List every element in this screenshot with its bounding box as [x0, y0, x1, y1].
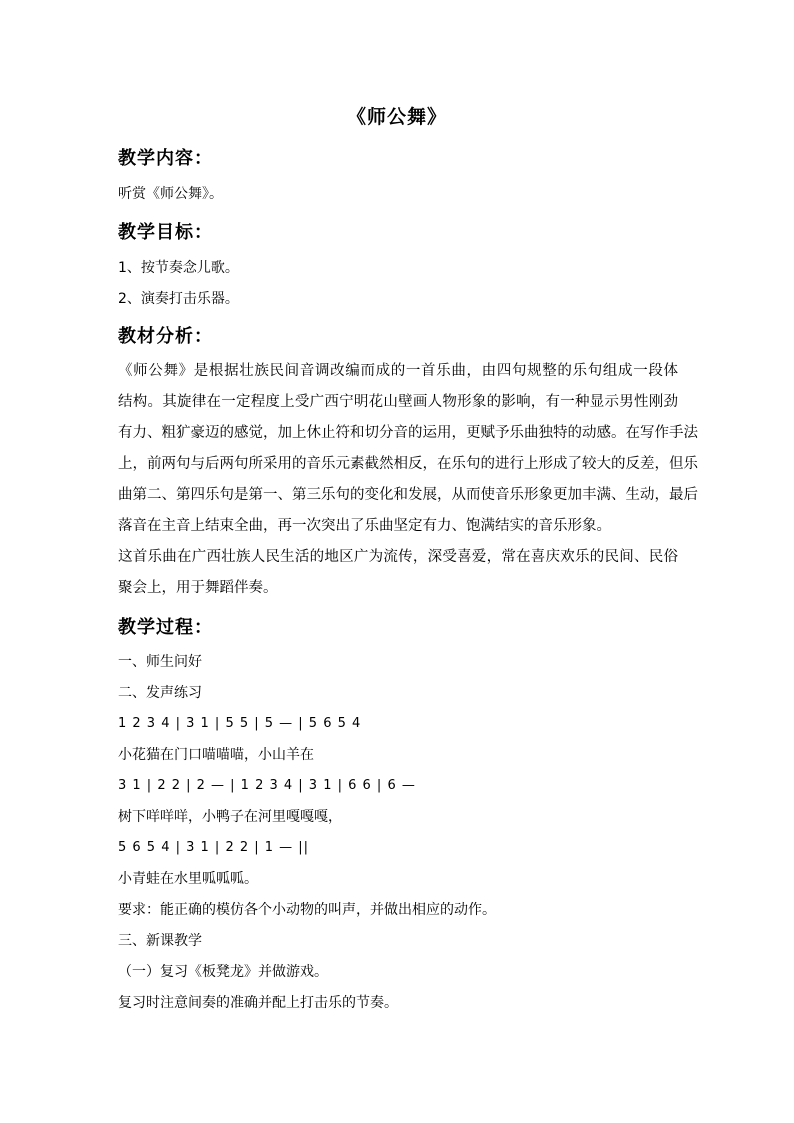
analysis-line: 上，前两句与后两句所采用的音乐元素截然相反，在乐句的进行上形成了较大的反差，但乐 [118, 456, 698, 472]
process-line: 二、发声练习 [118, 685, 202, 701]
notation-line: 1 2 3 4 | 3 1 | 5 5 | 5 — | 5 6 5 4 [118, 716, 362, 731]
process-line: 三、新课教学 [118, 933, 202, 949]
analysis-line: 结构。其旋律在一定程度上受广西宁明花山壁画人物形象的影响，有一种显示男性刚劲 [118, 394, 678, 410]
section-heading-analysis: 教材分析： [118, 326, 213, 347]
analysis-line: 聚会上，用于舞蹈伴奏。 [118, 580, 278, 596]
lyric-line: 树下咩咩咩，小鸭子在河里嘎嘎嘎， [118, 809, 342, 825]
process-line: 一、师生问好 [118, 654, 202, 670]
section-heading-process: 教学过程： [118, 617, 213, 638]
analysis-line: 这首乐曲在广西壮族人民生活的地区广为流传，深受喜爱，常在喜庆欢乐的民间、民俗 [118, 549, 678, 565]
analysis-line: 落音在主音上结束全曲，再一次突出了乐曲坚定有力、饱满结实的音乐形象。 [118, 518, 611, 534]
process-line: （一）复习《板凳龙》并做游戏。 [118, 964, 328, 980]
goal-line: 1、按节奏念儿歌。 [118, 260, 239, 276]
analysis-line: 有力、粗犷豪迈的感觉，加上休止符和切分音的运用，更赋予乐曲独特的动感。在写作手法 [118, 425, 698, 441]
analysis-line: 曲第二、第四乐句是第一、第三乐句的变化和发展，从而使音乐形象更加丰满、生动，最后 [118, 487, 698, 503]
section-heading-goals: 教学目标： [118, 222, 213, 243]
content-line: 听赏《师公舞》。 [118, 186, 223, 202]
page-title: 《师公舞》 [346, 106, 447, 128]
goal-line: 2、演奏打击乐器。 [118, 291, 239, 307]
lyric-line: 小青蛙在水里呱呱呱。 [118, 871, 258, 887]
lyric-line: 小花猫在门口喵喵喵，小山羊在 [118, 747, 314, 763]
process-line: 要求：能正确的模仿各个小动物的叫声，并做出相应的动作。 [118, 902, 496, 918]
analysis-line: 《师公舞》是根据壮族民间音调改编而成的一首乐曲，由四句规整的乐句组成一段体 [118, 363, 678, 379]
process-line: 复习时注意间奏的准确并配上打击乐的节奏。 [118, 995, 398, 1011]
notation-line: 5 6 5 4 | 3 1 | 2 2 | 1 — || [118, 840, 310, 855]
notation-line: 3 1 | 2 2 | 2 — | 1 2 3 4 | 3 1 | 6 6 | 6 — [118, 778, 416, 793]
section-heading-content: 教学内容： [118, 148, 213, 169]
